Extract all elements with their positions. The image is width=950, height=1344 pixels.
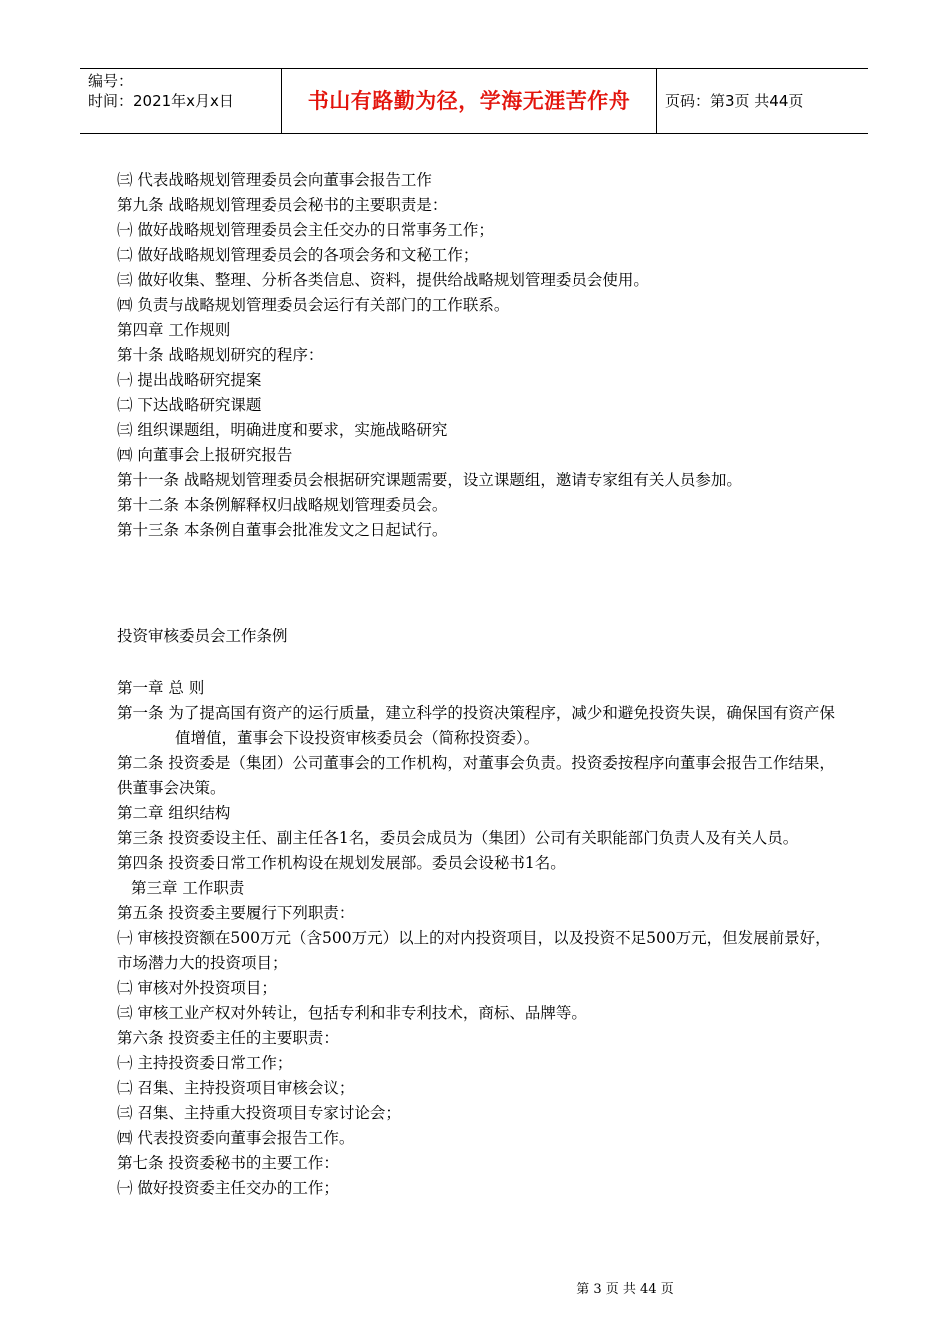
text-line: ㈢ 召集、主持重大投资项目专家讨论会； xyxy=(117,1104,401,1122)
chapter-heading: 第三章 工作职责 xyxy=(131,879,245,897)
article-12: 第十二条 本条例解释权归战略规划管理委员会。 xyxy=(117,496,448,514)
text-line: ㈡ 下达战略研究课题 xyxy=(117,396,262,414)
text-line: ㈠ 做好战略规划管理委员会主任交办的日常事务工作； xyxy=(117,221,494,239)
article-11: 第十一条 战略规划管理委员会根据研究课题需要，设立课题组，邀请专家组有关人员参加。 xyxy=(117,471,742,489)
article-6: 第六条 投资委主任的主要职责： xyxy=(117,1029,339,1047)
time-label: 时间：2021年x月x日 xyxy=(88,92,234,110)
footer-page-number: 第 3 页 共 44 页 xyxy=(576,1282,674,1297)
article-13: 第十三条 本条例自董事会批准发文之日起试行。 xyxy=(117,521,448,539)
spacer xyxy=(117,649,837,676)
header-page-label: 页码：第3页 共44页 xyxy=(665,92,804,110)
text-line: ㈣ 代表投资委向董事会报告工作。 xyxy=(117,1129,355,1147)
text-line: ㈡ 做好战略规划管理委员会的各项会务和文秘工作； xyxy=(117,246,479,264)
page-footer xyxy=(0,1278,950,1297)
chapter-heading: 第四章 工作规则 xyxy=(117,321,231,339)
document-title: 投资审核委员会工作条例 xyxy=(117,627,288,645)
article-10: 第十条 战略规划研究的程序： xyxy=(117,346,324,364)
number-label: 编号： xyxy=(88,72,134,90)
page-header xyxy=(80,68,868,134)
text-line: ㈠ 审核投资额在500万元（含500万元）以上的对内投资项目，以及投资不足500万元，但发展前景好，市场潜力大的投资项目； xyxy=(117,929,831,972)
text-line: ㈢ 代表战略规划管理委员会向董事会报告工作 xyxy=(117,171,432,189)
header-motto: 书山有路勤为径，学海无涯苦作舟 xyxy=(281,69,657,133)
document-body xyxy=(117,168,837,1201)
chapter-heading: 第二章 组织结构 xyxy=(117,804,231,822)
article-4: 第四条 投资委日常工作机构设在规划发展部。委员会设秘书1名。 xyxy=(117,854,566,872)
article-5: 第五条 投资委主要履行下列职责： xyxy=(117,904,355,922)
article-7: 第七条 投资委秘书的主要工作： xyxy=(117,1154,339,1172)
text-line: ㈡ 召集、主持投资项目审核会议； xyxy=(117,1079,355,1097)
text-line: ㈠ 主持投资委日常工作； xyxy=(117,1054,293,1072)
text-line: ㈠ 做好投资委主任交办的工作； xyxy=(117,1179,339,1197)
article-2: 第二条 投资委是（集团）公司董事会的工作机构，对董事会负责。投资委按程序向董事会报告工作结果，供董事会决策。 xyxy=(117,754,835,797)
text-line: ㈢ 审核工业产权对外转让，包括专利和非专利技术，商标、品牌等。 xyxy=(117,1004,587,1022)
text-line: ㈠ 提出战略研究提案 xyxy=(117,371,262,389)
text-line: ㈢ 组织课题组，明确进度和要求，实施战略研究 xyxy=(117,421,448,439)
header-meta xyxy=(80,69,281,133)
article-3: 第三条 投资委设主任、副主任各1名，委员会成员为（集团）公司有关职能部门负责人及有关人员。 xyxy=(117,829,799,847)
text-line: ㈣ 负责与战略规划管理委员会运行有关部门的工作联系。 xyxy=(117,296,510,314)
article-9: 第九条 战略规划管理委员会秘书的主要职责是： xyxy=(117,196,448,214)
text-line: ㈢ 做好收集、整理、分析各类信息、资料，提供给战略规划管理委员会使用。 xyxy=(117,271,649,289)
article-1: 第一条 为了提高国有资产的运行质量，建立科学的投资决策程序，减少和避免投资失误，确保国有资产保值增值，董事会下设投资审核委员会（简称投资委）。 xyxy=(117,704,835,747)
text-line: ㈡ 审核对外投资项目； xyxy=(117,979,277,997)
chapter-heading: 第一章 总 则 xyxy=(117,679,205,697)
text-line: ㈣ 向董事会上报研究报告 xyxy=(117,446,293,464)
spacer xyxy=(117,543,837,624)
